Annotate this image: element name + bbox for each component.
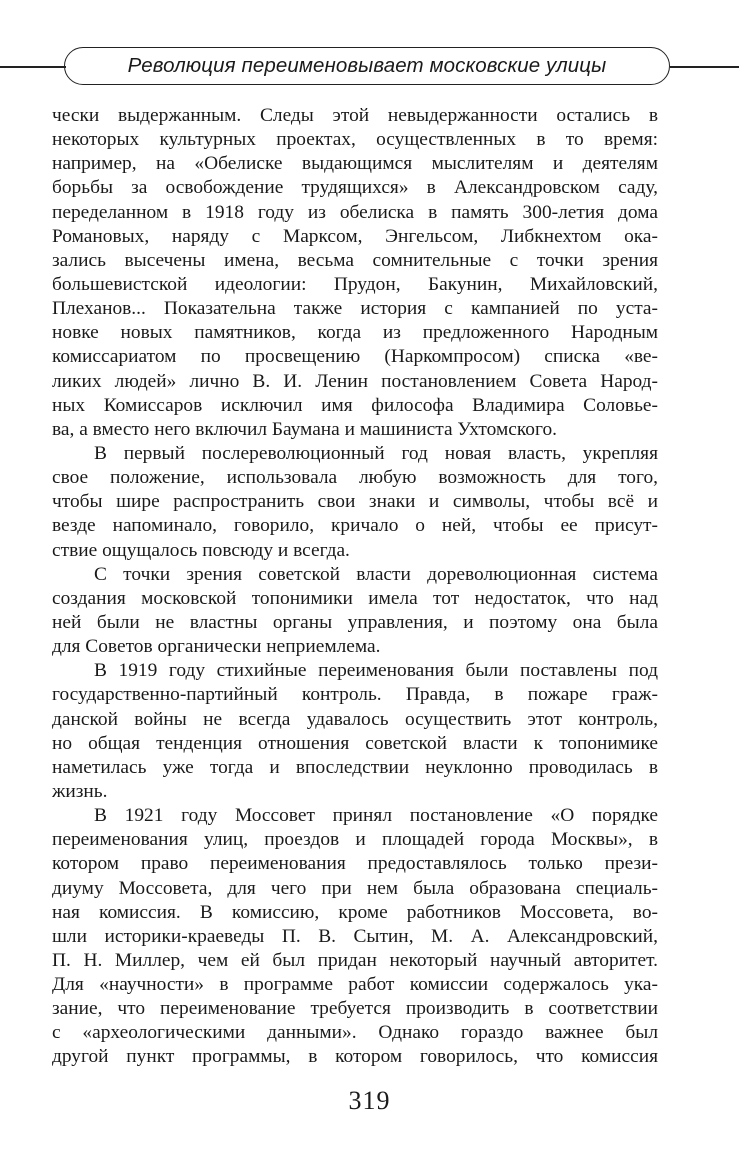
running-header <box>0 47 739 87</box>
text-line: чески выдержанным. Следы этой невыдержанности остались в <box>52 105 658 126</box>
text-line: ликих людей» лично В. И. Ленин постановлением Совета Народ- <box>52 370 658 392</box>
text-line: В 1921 году Моссовет принял постановление «О порядке <box>94 805 658 827</box>
text-line: государственно-партийный контроль. Правда, в пожаре граж- <box>52 684 658 706</box>
text-line: для Советов органически неприемлема. <box>52 636 381 658</box>
text-line: ная комиссия. В комиссию, кроме работников Моссовета, во- <box>52 901 658 923</box>
text-line: другой пункт программы, в котором говорилось, что комиссия <box>52 1046 658 1068</box>
running-title: Революция переименовывает московские улицы <box>127 54 607 77</box>
text-line: большевистской идеологии: Прудон, Бакунин, Михайловский, <box>52 273 658 295</box>
text-line: борьбы за освобождение трудящихся» в Александровском саду, <box>52 177 658 199</box>
text-line: П. Н. Миллер, чем ей был придан некоторый научный авторитет. <box>52 949 658 971</box>
text-line: В первый послереволюционный год новая власть, укрепляя <box>94 442 658 464</box>
text-line: новке новых памятников, когда из предложенного Народным <box>52 322 658 344</box>
text-line: ней были не властны органы управления, и поэтому она была <box>52 611 658 633</box>
text-line: но общая тенденция отношения советской власти к топонимике <box>52 732 658 754</box>
text-line: свое положение, использовала любую возможность для того, <box>52 467 658 489</box>
text-line: переделанном в 1918 году из обелиска в память 300-летия дома <box>52 201 658 223</box>
header-frame <box>64 47 670 85</box>
text-line: с «археологическими данными». Однако гораздо важнее был <box>52 1022 658 1044</box>
body-text <box>52 104 658 1070</box>
text-line: создания московской топонимики имела тот недостаток, что над <box>52 587 658 609</box>
text-line: наметилась уже тогда и впоследствии неуклонно проводилась в <box>52 756 658 778</box>
text-line: ва, а вместо него включил Баумана и машиниста Ухтомского. <box>52 418 557 440</box>
text-line: чтобы шире распространить свои знаки и символы, чтобы всё и <box>52 491 658 513</box>
text-line: Для «научности» в программе работ комиссии содержалось ука- <box>52 974 658 996</box>
text-line: ных Комиссаров исключил имя философа Владимира Соловье- <box>52 394 658 416</box>
text-line: везде напоминало, говорило, кричало о ней, чтобы ее присут- <box>52 515 658 537</box>
header-rule-left <box>0 66 66 68</box>
text-line: зались высечены имена, весьма сомнительные с точки зрения <box>52 249 658 271</box>
text-line: диуму Моссовета, для чего при нем была образована специаль- <box>52 877 658 899</box>
text-line: зание, что переименование требуется производить в соответствии <box>52 998 658 1020</box>
text-line: Романовых, наряду с Марксом, Энгельсом, Либкнехтом ока- <box>52 225 658 247</box>
text-line: данской войны не всегда удавалось осуществить этот контроль, <box>52 708 658 730</box>
text-line: комиссариатом по просвещению (Наркомпросом) списка «ве- <box>52 346 658 368</box>
text-line: В 1919 году стихийные переименования были поставлены под <box>94 660 658 682</box>
text-line: жизнь. <box>52 780 108 802</box>
text-line: переименования улиц, проездов и площадей города Москвы», в <box>52 829 658 851</box>
text-line: ствие ощущалось повсюду и всегда. <box>52 539 350 561</box>
text-line: Плеханов... Показательна также история с кампанией по уста- <box>52 298 658 320</box>
text-line: С точки зрения советской власти дореволюционная система <box>94 563 658 585</box>
text-line: шли историки-краеведы П. В. Сытин, М. А. Александровский, <box>52 925 658 947</box>
text-line: котором право переименования предоставлялось только прези- <box>52 853 658 875</box>
text-line: некоторых культурных проектах, осуществленных в то время: <box>52 129 658 151</box>
page-number: 319 <box>348 1086 391 1115</box>
header-rule-right <box>670 66 739 68</box>
text-line: например, на «Обелиске выдающимся мыслителям и деятелям <box>52 153 658 175</box>
